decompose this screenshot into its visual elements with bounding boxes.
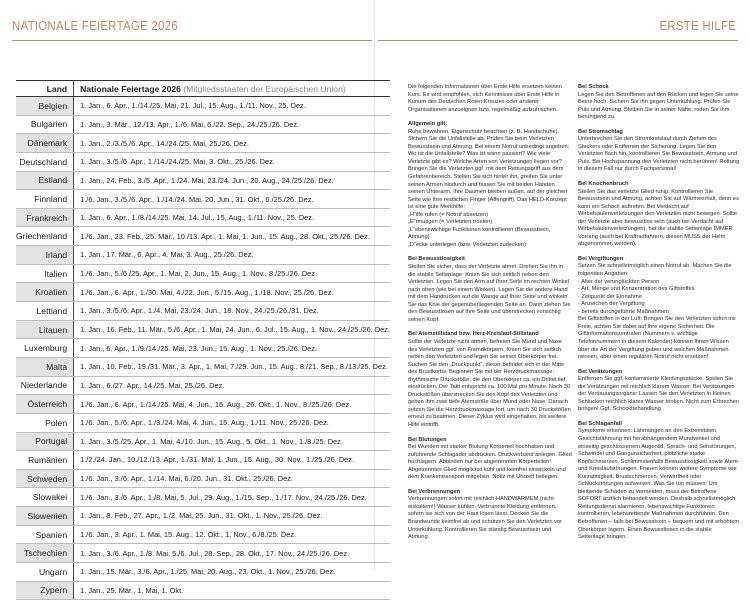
table-row (16, 190, 390, 209)
section-title: Bei Stromschlag (578, 128, 623, 135)
section-body: Legen Sie den Betroffenen auf den Rücken und legen Sie seine Beine hoch. Sichern Sie ihn gegen Unterkühlung. Prüfen Sie Puls und Atmung. Bleiben Sie in seiner Nähe, reden Sie ihm beruhigend zu. (578, 91, 739, 121)
holiday-dates-cell: 1./6. Jan., 23. Feb., 25. Mär., 10./13. Apr., 1. Mai, 1. Jun., 15. Aug., 28. Okt., 25./26. Dez. (74, 227, 390, 246)
holiday-dates-cell: 1./6. Jan., 3./6. Apr., 1./8. Mai, 5. Jul., 29. Aug., 1./15. Sep., 1./17. Nov., 24./25./26. Dez. (74, 488, 390, 507)
section-body: Stellen Sie sicher, dass der Verletzte atmet. Drehen Sie ihn in die stabile Seitenlage: Knien Sie sich seitlich neben den Verletzten. Legen Sie den Arm auf Ihrer Seite im rechten Winkel nach oben (wie bei einem Winken). Legen Sie die andere Hand mit dem Handrücken auf die Wange auf Ihrer Seite und winkeln Sie das Knie der gegenüberliegenden Seite an. Dann ziehen Sie den Bewusstlosen auf Ihre Seite und überstrecken vorsichtig seinen Kopf. (408, 264, 571, 323)
section-title: Bei Blutungen (408, 436, 447, 443)
section-body: Unterbrechen Sie den Stromkreislauf durch Ziehen des Steckers oder Entfernen der Sicherung. Legen Sie den Verletzten flach hin, kontrollieren Sie Bewusstsein, Atmung und Puls. Bei Hochspannung den Verletzten nicht berühren! Rettung in diesem Fall nur durch Fachpersonal! (578, 136, 740, 173)
first-aid-section (408, 121, 572, 249)
holiday-dates-cell: 1./6. Jan., 3./6. Apr., 1./14. Mai, 6./20. Jun., 31. Okt., 25./26. Dez. (74, 469, 390, 488)
section-list-item: „D“ecke unterlegen (bzw. Verletzten zudecken) (408, 241, 526, 248)
holiday-dates-cell: 1. Jan., 3./5./25. Apr., 1. Mai, 4./10. Jun., 15. Aug., 5. Okt., 1. Nov., 1./8./25. Dez. (74, 432, 390, 451)
country-cell: Tschechien (16, 544, 74, 563)
table-row (16, 283, 390, 302)
country-cell: Zypern (16, 581, 74, 600)
table-row (16, 264, 390, 283)
section-list-item: - Art, Menge und Konzentration des Giftstoffes (578, 286, 695, 293)
right-header-rule (378, 40, 738, 41)
country-cell: Kroatien (16, 283, 74, 302)
section-list-item: - bereits durchgeführte Maßnahmen (578, 308, 669, 315)
section-list-item: „E“rmutigen (= Verletzten trösten) (408, 219, 493, 226)
table-row (16, 488, 390, 507)
table-row (16, 246, 390, 265)
section-body-continued: Bei Giftstoffen in der Luft: Bringen Sie den Verletzten sofort ins Freie, achten Sie dabei auf Ihre eigene Sicherheit. Die Giftinformationszentralen (Nummern s. wichtige Telefonnummern in diesem Kalender) können Ihnen Wissen über die Art der Vergiftung geben und welchen Maßnahmen nennen, aber einen regulären Notruf nicht ersetzen! (578, 316, 736, 361)
section-list-item: - Zeitpunkt der Einnahme (578, 293, 642, 300)
first-aid-section (408, 331, 572, 429)
first-aid-section (408, 84, 572, 114)
table-row (16, 376, 390, 395)
table-row (16, 581, 390, 600)
country-cell: Österreich (16, 395, 74, 414)
right-page-title: ERSTE HILFE (659, 18, 736, 33)
country-cell: Spanien (16, 525, 74, 544)
holiday-dates-cell: 1. Jan., 8. Feb., 27. Apr., 1./2. Mai, 25. Jun., 31. Okt., 1. Nov., 25./26. Dez. (74, 507, 390, 526)
holiday-dates-cell: 1. Jan., 3./5./6. Apr., 1./4. Mai, 23./24. Jun., 18. Nov., 24./25./26./31. Dez. (74, 302, 390, 321)
table-row (16, 227, 390, 246)
country-cell: Ungarn (16, 563, 74, 582)
table-row (16, 152, 390, 171)
section-list-item: - Alter der verunglückten Person (578, 278, 660, 285)
table-row (16, 134, 390, 153)
holiday-dates-cell: 1./6. Jan., 5./6. Apr., 1./3./24. Mai, 4. Jun., 15. Aug., 1./11. Nov., 25./26. Dez. (74, 413, 390, 432)
section-body: Die folgenden Informationen über Erste Hilfe ersetzen keinen Kurs. Es wird empfohlen, sich Kenntnisse über Erste Hilfe in Kursen des Deutschen Roten Kreuzes oder anderer Organisationen anzueignen bzw. regelmäßig aufzufrischen. (408, 84, 562, 113)
section-title: Bei Verätzungen (578, 368, 623, 375)
table-header-row (16, 81, 390, 97)
table-row (16, 208, 390, 227)
column-header-land: Land (16, 81, 74, 97)
country-cell: Slowenien (16, 507, 74, 526)
first-aid-section (408, 256, 572, 324)
country-cell: Dänemark (16, 134, 74, 153)
section-body: Stellen Sie das verletzte Glied ruhig. Kontrollieren Sie Bewusstsein und Atmung, achten Sie auf Wärmeerhalt, denn es kann ein Schock auftreten. Bei Verdacht auf Wirbelsäulenverletzungen den Verletzten nicht bewegen. Sollte der Verletzte aber bewusstlos sein (auch bei Verdacht auf Wirbelsäulenverletzungen), hat die stabile Seitenlage IMMER Vorrang (auch bei Kraftradfahrern, diesen MUSS der Helm abgenommen werden). (578, 188, 739, 248)
section-body: Verbrennungen sofort mit reichlich HANDWARMEM (nicht eiskaltem!) Wasser kühlen. Verbrannte Kleidung entfernen, sofern sie sich von der Haut lösen lässt. Decken Sie die Brandwunde keimfrei ab und schützen Sie den Verletzten vor Unterkühlung. Kontrollieren Sie ständig Bewusstsein und Atmung. (408, 496, 562, 541)
section-list-item: - Anzeichen der Vergiftung (578, 301, 645, 308)
section-title: Bei Schlaganfall (578, 420, 622, 427)
table-row (16, 451, 390, 470)
country-cell: Rumänien (16, 451, 74, 470)
country-cell: Portugal (16, 432, 74, 451)
table-row (16, 97, 390, 116)
first-aid-section (578, 181, 740, 249)
first-aid-section (578, 84, 740, 122)
country-cell: Italien (16, 264, 74, 283)
holiday-dates-cell: 1./2./24. Jan., 10./12./13. Apr., 1./31. Mai, 1. Jun., 15. Aug., 30. Nov., 1./25./26. Dez. (74, 451, 390, 470)
section-title: Bei Schock (578, 84, 609, 90)
table-row (16, 171, 390, 190)
holiday-dates-cell: 1. Jan., 6. Apr., 1./8./14./25. Mai, 14. Jul., 15. Aug., 1./11. Nov., 25. Dez. (74, 208, 390, 227)
holiday-dates-cell: 1. Jan., 3./5./6. Apr., 1./14./24./25. Mai, 3. Okt., 25./26. Dez. (74, 152, 390, 171)
table-row (16, 525, 390, 544)
country-cell: Deutschland (16, 152, 74, 171)
country-cell: Malta (16, 357, 74, 376)
section-body: Symptome erkennen: Lähmungen an den Extremitäten, Gesichtslähmung mit herabhängendem Mundwinkel und einseitig geschlossenem Augenlid, Sprach- und Sehstörungen, Schwindel und Gangunsicherheit, plötzliche starke Kopfschmerzen. Schlimmstenfalls Bewusstlosigkeit sowie Atem- und Kreislaufstörungen. Frauen können weitere Symptome wie Kurzatmigkeit, Brustschmerzen, Verwirrtheit oder Schluckstörungen aufweisen. Was Sie tun müssen: Um bleibende Schäden zu vermeiden, muss der Betroffene SOFORT ärztlich behandelt werden. Deshalb schnellstmöglich Rettungsdienst alarmieren, lebenswichtige Funktionen kontrollieren, lebensrettende Maßnahmen durchführen. Den Betroffenen – falls bei Bewusstsein – bequem und mit erhöhtem Oberkörper lagern. Einen Bewusstlosen in die stabile Seitenlage bringen. (578, 428, 740, 541)
table-row (16, 115, 390, 134)
left-page-title: NATIONALE FEIERTAGE 2026 (12, 18, 178, 33)
left-header-rule (12, 40, 372, 41)
table-row (16, 507, 390, 526)
column-header-holidays (74, 81, 390, 97)
holiday-dates-cell: 1. Jan., 3. Mär., 12./13. Apr., 1./6. Mai, 6./22. Sep., 24./25./26. Dez. (74, 115, 390, 134)
holidays-table-body (16, 97, 390, 600)
column-header-holidays-title: Nationale Feiertage 2026 (80, 83, 181, 94)
first-aid-section (578, 369, 740, 414)
holiday-dates-cell: 1. Jan., 6. Apr., 1./9./14./25. Mai, 23. Jun., 15. Aug., 1. Nov., 25./26. Dez. (74, 339, 390, 358)
holiday-dates-cell: 1. Jan., 2./3./5./6. Apr., 14./24./25. Mai, 25./26. Dez. (74, 134, 390, 153)
country-cell: Polen (16, 413, 74, 432)
first-aid-column-2 (578, 84, 740, 549)
table-row (16, 413, 390, 432)
country-cell: Schweden (16, 469, 74, 488)
holiday-dates-cell: 1. Jan., 16. Feb., 11. Mär., 5./6. Apr., 1. Mai, 24. Jun., 6. Jul., 15. Aug., 1. Nov., 24./25./26. Dez. (74, 320, 390, 339)
holiday-dates-cell: 1. Jan., 17. Mär., 6. Apr., 4. Mai, 3. Aug., 25./26. Dez. (74, 246, 390, 265)
holiday-dates-cell: 1./6. Jan., 3./5./6. Apr., 1./14./24. Mai, 20. Jun., 31. Okt., 6./25./26. Dez. (74, 190, 390, 209)
first-aid-section (408, 437, 572, 482)
holiday-dates-cell: 1. Jan., 6./27. Apr., 14./25. Mai, 25./26. Dez. (74, 376, 390, 395)
section-body: Setzen Sie schnellstmöglich einen Notruf ab. Machen Sie die folgenden Angaben: (578, 263, 732, 278)
holiday-dates-cell: 1./6. Jan., 6. Apr., 1./14./25. Mai, 4. Jun., 15. Aug., 26. Okt., 1. Nov., 8./25./26. Dez. (74, 395, 390, 414)
holiday-dates-cell: 1. Jan., 15. Mär., 3./6. Apr., 1./25. Mai, 20. Aug., 23. Okt., 1. Nov., 25./26. Dez. (74, 563, 390, 582)
table-row (16, 544, 390, 563)
first-aid-section (578, 129, 740, 174)
first-aid-section (578, 256, 740, 362)
table-row (16, 302, 390, 321)
holiday-dates-cell: 1. Jan., 3./6. Apr., 1./8. Mai, 5./6. Jul., 28. Sep., 28. Okt., 17. Nov., 24./25./26. Dez. (74, 544, 390, 563)
first-aid-section (578, 421, 740, 542)
holidays-table (16, 80, 390, 600)
section-title: Bei Bewusstlosigkeit (408, 256, 465, 263)
table-row (16, 357, 390, 376)
country-cell: Estland (16, 171, 74, 190)
country-cell: Slowakei (16, 488, 74, 507)
section-title: Bei Vergiftungen (578, 255, 624, 262)
first-aid-column-1 (408, 84, 572, 549)
holiday-dates-cell: 1. Jan., 6. Apr., 1./14./25. Mai, 21. Jul., 15. Aug., 1./11. Nov., 25. Dez. (74, 97, 390, 116)
country-cell: Bulgarien (16, 115, 74, 134)
holiday-dates-cell: 1./6. Jan., 5./6./25. Apr., 1. Mai, 2. Jun., 15. Aug., 1. Nov., 8./25./26. Dez. (74, 264, 390, 283)
section-body: Bei Wunden mit starker Blutung Körperteil hochhalten und zuführende Schlagader abdrücken. Druckverband anlegen. Glied hochlagern. Abbinden nur bei abgetrennten Körperteilen! Abgetrenntes Glied möglichst kühl und keimfrei einwickeln und dem Krankentransport mitgeben. Notiz mit Uhrzeit beilegen. (408, 444, 572, 481)
column-header-holidays-sub: (Mitgliedsstaaten der Europäischen Union) (183, 83, 346, 94)
holiday-dates-cell: 1./6. Jan., 6. Apr., 1./30. Mai, 4./22. Jun., 5./15. Aug., 1./18. Nov., 25./26. Dez. (74, 283, 390, 302)
first-aid-section (408, 489, 572, 542)
section-title: Bei Verbrennungen (408, 488, 461, 495)
table-row (16, 432, 390, 451)
country-cell: Lettland (16, 302, 74, 321)
holiday-dates-cell: 1. Jan., 25. Mär., 1. Mai, 1. Okt. (74, 581, 390, 600)
country-cell: Irland (16, 246, 74, 265)
table-row (16, 339, 390, 358)
country-cell: Belgien (16, 97, 74, 116)
table-row (16, 320, 390, 339)
section-body: Ruhe bewahren. Eigenschutz beachten (z. B. Handschuhe). Sichern Sie die Unfallstelle ab. Prüfen Sie beim Verletzten Bewusstsein und Atmung. Bei einem Notruf unbedingt angeben: Wo ist die Unfallstelle? Was ist wann passiert? Wie viele Verletzte gibt es? Welche Arten von Verletzungen liegen vor? Bringen Sie die Verletzten ggf. mit dem Rettungsgriff aus dem Gefahrenbereich. Stellen Sie sich hinter ihn, greifen Sie unter seinen Armen hindurch und fassen Sie mit beiden Händen seinen Unterarm. Ihre Daumen bleiben außen, auf der gleichen Seite wie Ihre restlichen Finger (Affengriff). Das HELD-Konzept ist eine gute Merkhilfe: (408, 128, 570, 211)
table-row (16, 469, 390, 488)
section-title: Bei Atemstillstand bzw. Herz-Kreislauf-Stillstand (408, 331, 539, 338)
country-cell: Niederlande (16, 376, 74, 395)
section-list-item: „L“ebenswichtige Funktionen kontrollieren (Bewusstsein, Atmung) (408, 226, 551, 241)
section-body: Entfernen Sie ggf. kontaminierte Kleidungsstücke. Spülen Sie die Verätzungen mit reichlich klarem Wasser. Bei Verätzungen der Verdauungsorgane: Lassen Sie den Verletzten in kleinen Schlucken reichlich klares Wasser trinken. Nicht zum Erbrechen bringen! Ggf. Schockbehandlung. (578, 376, 739, 413)
holiday-dates-cell: 1. Jan., 24. Feb., 3./5. Apr., 1./24. Mai, 23./24. Jun., 20. Aug., 24./25./26. Dez. (74, 171, 390, 190)
country-cell: Litauen (16, 320, 74, 339)
holiday-dates-cell: 1./6. Jan., 3. Apr., 1. Mai, 15. Aug., 12. Okt., 1. Nov., 6./8./25. Dez. (74, 525, 390, 544)
section-body: Sollte der Verletzte nicht atmen, befreien Sie Mund und Nase des Verletzten ggf. von Fremdkörpern. Knien Sie sich seitlich neben den Verletzten und legen Sie seinen Oberkörper frei. Suchen Sie den „Druckpunkt“, dieser befindet sich in der Mitte des Brustkorbs. Beginnen Sie mit der Herzdruckmassage: rhythmische Druckstöße, die den Oberkörper ca. ein Drittel tief eindrücken. Der Takt entspricht ca. 100 Mal pro Minute. Nach 30 Druckstößen überstrecken Sie den Kopf des Verletzten und geben ihm zwei tiefe Atemstöße über Mund oder Nase. Danach setzen Sie die Herzdruckmassage fort, um nach 30 Druckstößen erneut zu beatmen. Dieser Zyklus wird eingehalten, bis weitere Hilfe eintrifft. (408, 338, 571, 428)
section-title: Bei Knochenbruch (578, 181, 629, 188)
holiday-dates-cell: 1. Jan., 10. Feb., 19./31. Mär., 3. Apr., 1. Mai, 7./29. Jun., 15. Aug., 8./21. Sep., 8./13./25. Dez. (74, 357, 390, 376)
country-cell: Griechenland (16, 227, 74, 246)
country-cell: Finnland (16, 190, 74, 209)
table-row (16, 395, 390, 414)
country-cell: Frankreich (16, 208, 74, 227)
country-cell: Luxemburg (16, 339, 74, 358)
table-row (16, 563, 390, 582)
section-list-item: „H“ilfe rufen (= Notruf absetzen) (408, 211, 489, 218)
section-title: Allgemein gilt: (408, 121, 448, 128)
